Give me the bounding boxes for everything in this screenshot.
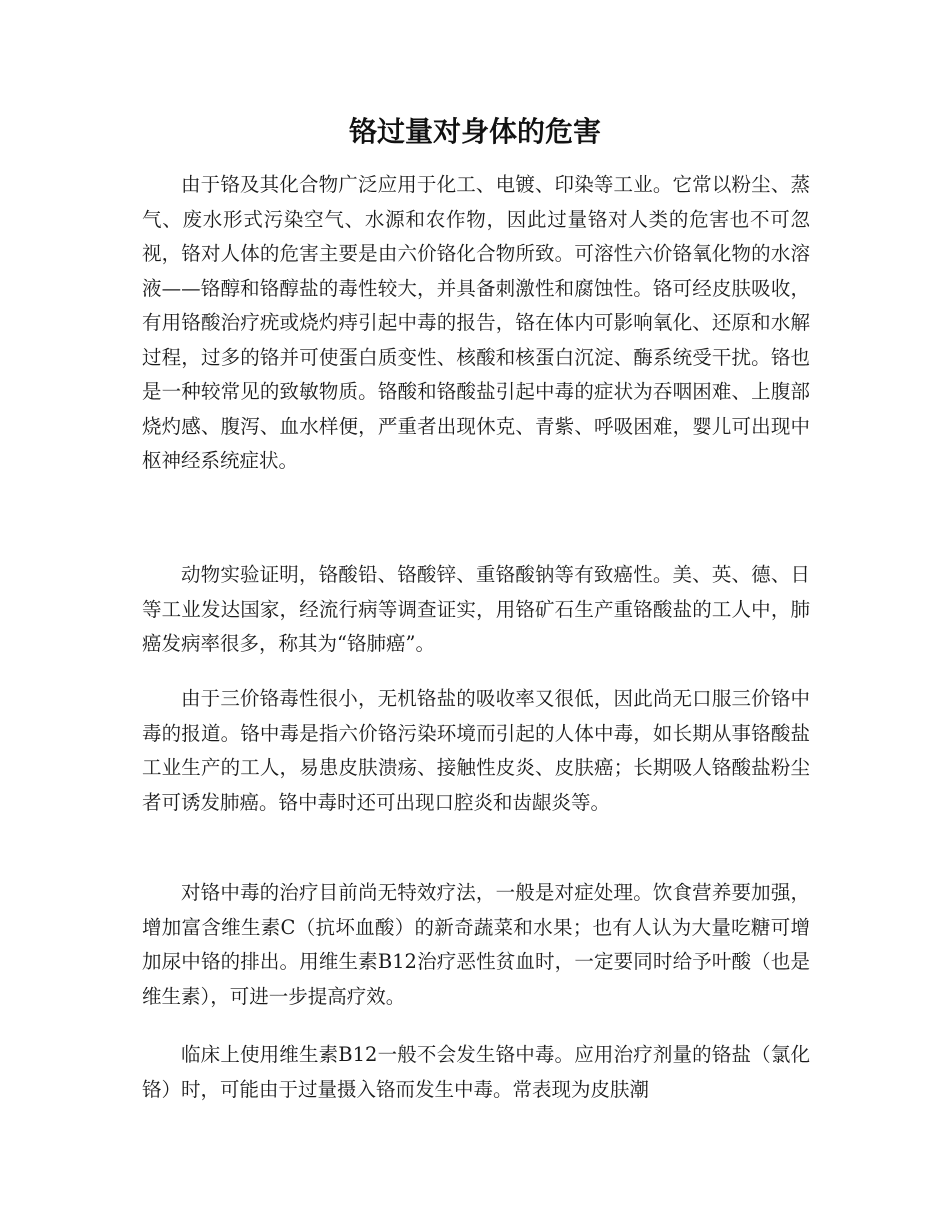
- paragraph-clinical-use: 临床上使用维生素B12一般不会发生铬中毒。应用治疗剂量的铬盐（氯化铬）时，可能由于过量摄入铬而发生中毒。常表现为皮肤潮: [142, 1043, 810, 1101]
- document-title: 铬过量对身体的危害: [348, 115, 601, 148]
- paragraph-carcinogenicity: 动物实验证明，铬酸铅、铬酸锌、重铬酸钠等有致癌性。美、英、德、日等工业发达国家，经流行病等调查证实，用铬矿石生产重铬酸盐的工人中，肺癌发病率很多，称其为“铬肺癌”。: [142, 563, 810, 655]
- paragraph-treatment: 对铬中毒的治疗目前尚无特效疗法，一般是对症处理。饮食营养要加强，增加富含维生素C（抗坏血酸）的新奇蔬菜和水果；也有人认为大量吃糖可增加尿中铬的排出。用维生素B12治疗恶性贫血时，一定要同时给予叶酸（也是维生素），可进一步提高疗效。: [142, 881, 810, 1008]
- paragraph-trivalent-chromium: 由于三价铬毒性很小，无机铬盐的吸收率又很低，因此尚无口服三价铬中毒的报道。铬中毒是指六价铬污染环境而引起的人体中毒，如长期从事铬酸盐工业生产的工人，易患皮肤溃疡、接触性皮炎、皮肤癌；长期吸人铬酸盐粉尘者可诱发肺癌。铬中毒时还可出现口腔炎和齿龈炎等。: [142, 687, 810, 814]
- paragraph-chromium-toxicity: 由于铬及其化合物广泛应用于化工、电镀、印染等工业。它常以粉尘、蒸气、废水形式污染空气、水源和农作物，因此过量铬对人类的危害也不可忽视，铬对人体的危害主要是由六价铬化合物所致。可溶性六价铬氧化物的水溶液——铬醇和铬醇盐的毒性较大，并具备刺激性和腐蚀性。铬可经皮肤吸收，有用铬酸治疗疣或烧灼痔引起中毒的报告，铬在体内可影响氧化、还原和水解过程，过多的铬并可使蛋白质变性、核酸和核蛋白沉淀、酶系统受干扰。铬也是一种较常见的致敏物质。铬酸和铬酸盐引起中毒的症状为吞咽困难、上腹部烧灼感、腹泻、血水样便，严重者出现休克、青紫、呼吸困难，婴儿可出现中枢神经系统症状。: [142, 173, 810, 472]
